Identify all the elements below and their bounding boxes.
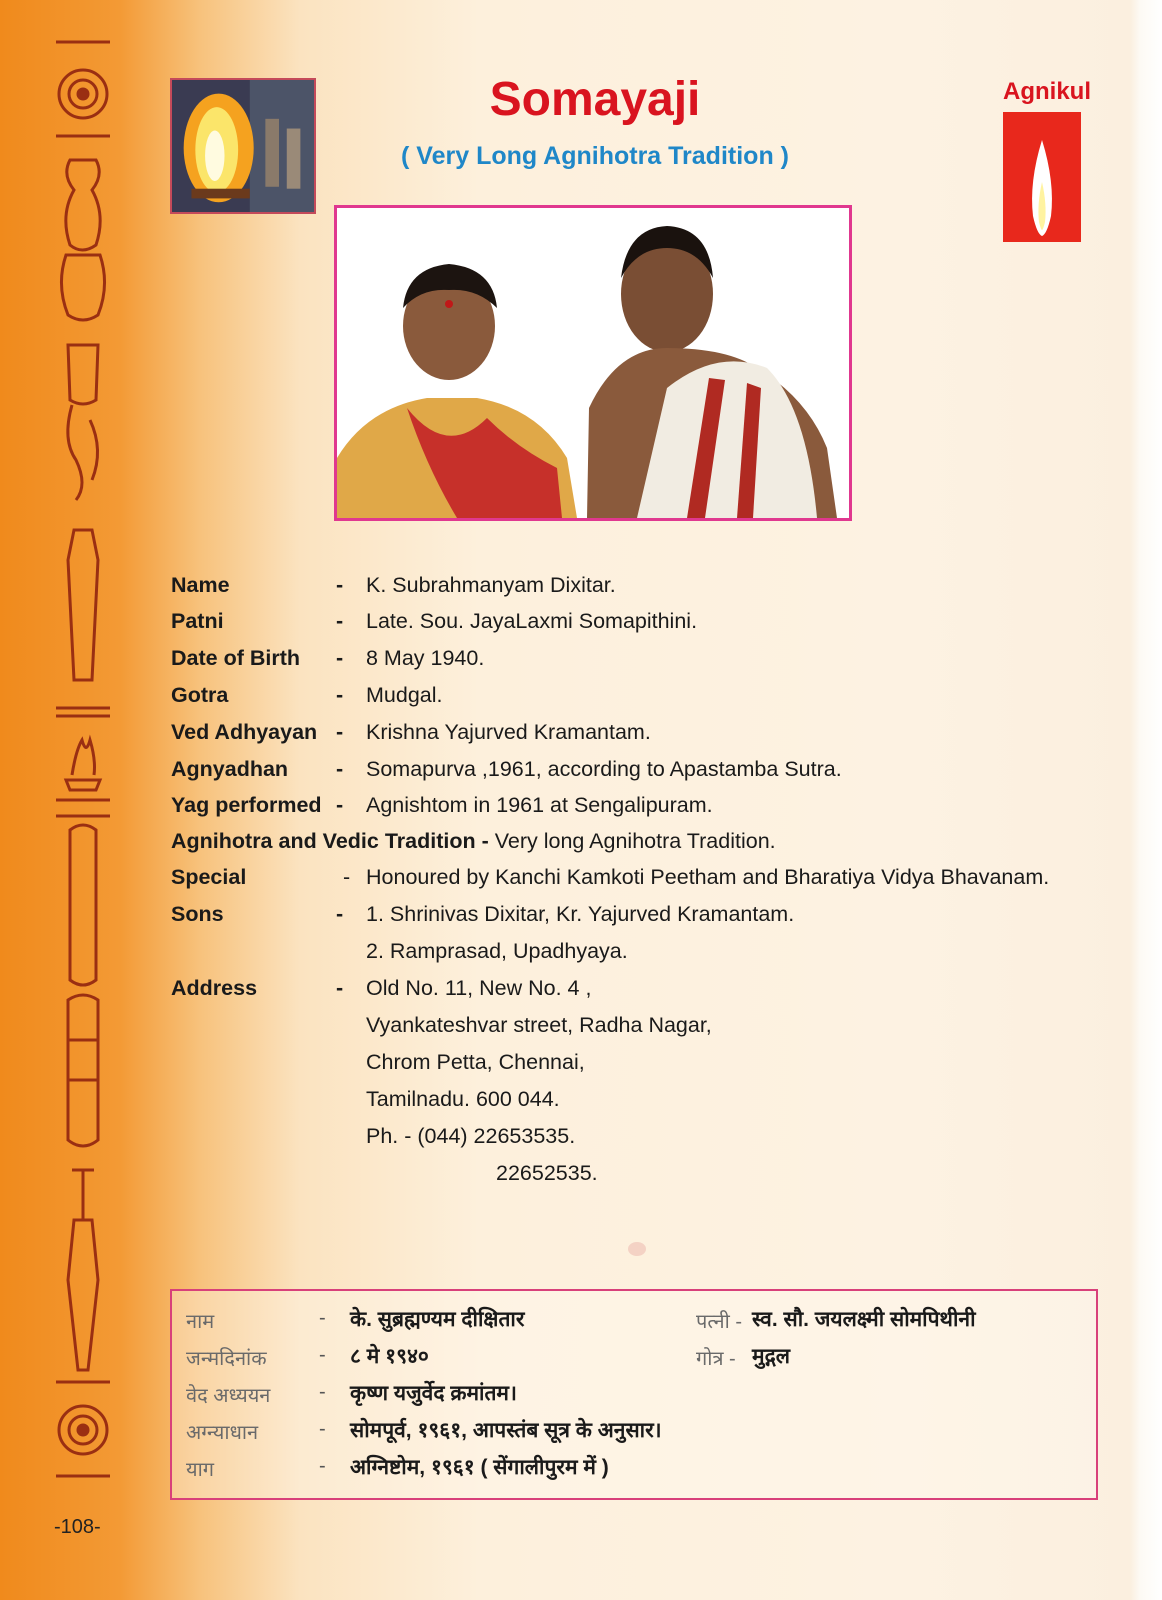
hindi-ved-label: वेद अध्ययन (186, 1385, 271, 1407)
name-value: K. Subrahmanyam Dixitar. (366, 573, 616, 597)
patni-label: Patni (171, 609, 224, 633)
agnyadhan-label: Agnyadhan (171, 757, 289, 781)
ritual-implements-border (52, 40, 114, 1520)
yajna-fire-image (170, 78, 316, 214)
couple-photograph (334, 205, 852, 521)
page-number: -108- (54, 1516, 101, 1538)
address-label: Address (171, 976, 258, 1000)
yag-performed-label: Yag performed (171, 793, 322, 817)
brand-name: Agnikul (1003, 78, 1091, 105)
hindi-name-value: के. सुब्रह्मण्यम दीक्षितार (350, 1308, 525, 1331)
special-value: Honoured by Kanchi Kamkoti Peetham and Bharatiya Vidya Bhavanam. (366, 865, 1050, 889)
hindi-ved-value: कृष्ण यजुर्वेद क्रमांतम। (350, 1382, 517, 1405)
yag-performed-value: Agnishtom in 1961 at Sengalipuram. (366, 793, 713, 817)
hindi-gotra-label: गोत्र (696, 1348, 724, 1370)
hindi-yag-label: याग (186, 1459, 215, 1481)
address-line: Tamilnadu. 600 044. (366, 1087, 560, 1111)
dob-label: Date of Birth (171, 646, 300, 670)
hindi-name-label: नाम (186, 1311, 215, 1333)
ved-adhyayan-label: Ved Adhyayan (171, 720, 318, 744)
son-item: 1. Shrinivas Dixitar, Kr. Yajurved Kramantam. (366, 902, 795, 926)
hindi-dob-label: जन्मदिनांक (186, 1348, 267, 1370)
print-speck (628, 1242, 646, 1256)
hindi-gotra-value: मुद्गल (752, 1345, 790, 1368)
patni-value: Late. Sou. JayaLaxmi Somapithini. (366, 609, 698, 633)
address-line: Old No. 11, New No. 4 , (366, 976, 592, 1000)
page-title: Somayaji (489, 73, 701, 126)
phone-line-2: 22652535. (496, 1161, 598, 1185)
hindi-summary-box: नाम - के. सुब्रह्मण्यम दीक्षितार पत्नी - स्व. सौ. जयलक्ष्मी सोमपिथीनी जन्मदिनांक - ८ मे १९४० गोत्र - मुद्गल वेद अध्ययन - कृष्ण यजुर्वेद क्रमांतम। अग्न्याधान - सोमपूर्व, १९६१, आपस्तंब सूत्र के अनुसार। याग - अग्निष्टोम, १९६१ ( सेंगालीपुरम में ) (170, 1289, 1098, 1500)
flame-logo-icon (1003, 112, 1081, 242)
hindi-agnyadhan-value: सोमपूर्व, १९६१, आपस्तंब सूत्र के अनुसार। (350, 1419, 662, 1442)
hindi-agnyadhan-label: अग्न्याधान (186, 1422, 259, 1444)
tradition-value: Very long Agnihotra Tradition. (494, 829, 776, 853)
hindi-patni-label: पत्नी (696, 1311, 730, 1333)
tradition-label: Agnihotra and Vedic Tradition (171, 829, 476, 853)
son-item: 2. Ramprasad, Upadhyaya. (366, 939, 628, 963)
hindi-dob-value: ८ मे १९४० (350, 1345, 429, 1368)
hindi-patni-value: स्व. सौ. जयलक्ष्मी सोमपिथीनी (752, 1308, 976, 1331)
gotra-value: Mudgal. (366, 683, 443, 707)
phone-line: Ph. - (044) 22653535. (366, 1124, 576, 1148)
address-line: Chrom Petta, Chennai, (366, 1050, 585, 1074)
ved-adhyayan-value: Krishna Yajurved Kramantam. (366, 720, 651, 744)
address-line: Vyankateshvar street, Radha Nagar, (366, 1013, 712, 1037)
dob-value: 8 May 1940. (366, 646, 485, 670)
gotra-label: Gotra (171, 683, 229, 707)
agnyadhan-value: Somapurva ,1961, according to Apastamba Sutra. (366, 757, 842, 781)
name-label: Name (171, 573, 230, 597)
hindi-yag-value: अग्निष्टोम, १९६१ ( सेंगालीपुरम में ) (350, 1456, 609, 1479)
special-label: Special (171, 865, 247, 889)
sons-label: Sons (171, 902, 224, 926)
page-subtitle: ( Very Long Agnihotra Tradition ) (401, 142, 789, 170)
